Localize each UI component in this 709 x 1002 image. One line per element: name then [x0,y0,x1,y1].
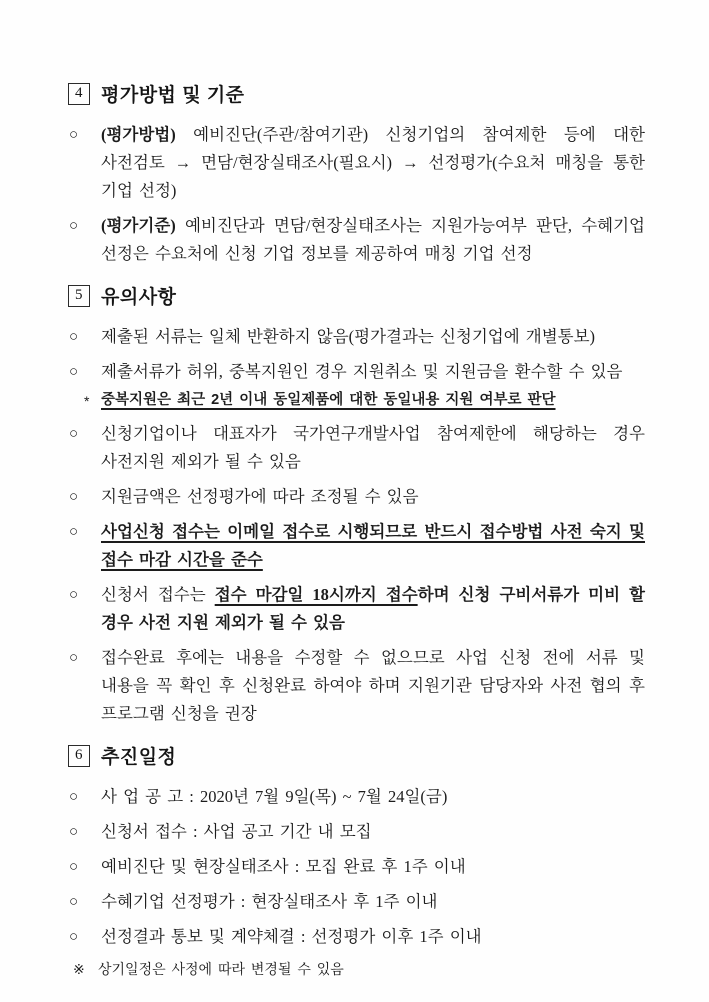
item-text [101,927,482,946]
item-text [101,822,372,841]
list-item [68,323,645,351]
circle-marker-icon: ○ [69,524,79,540]
text-segment: 신청서 접수는 [101,585,215,604]
section-4 [68,80,645,268]
circle-marker-icon: ○ [69,218,79,234]
section-title: 평가방법 및 기준 [101,85,245,106]
circle-marker-icon: ○ [69,859,79,875]
text-segment: 사 업 공 고 : 2020년 7월 9일(목) ~ 7월 24일(금) [101,787,448,806]
section-5 [68,282,645,728]
text-segment: 중복지원은 최근 2년 이내 동일제품에 대한 동일내용 지원 여부로 판단 [101,392,556,408]
text-segment: 수혜기업 선정평가 : 현장실태조사 후 1주 이내 [101,892,438,911]
item-text [101,585,645,632]
text-segment: 사업신청 접수는 이메일 접수로 시행되므로 반드시 접수방법 사전 숙지 및 접수 마감 시간을 준수 [101,522,645,569]
item-text [101,362,622,381]
text-segment: 접수완료 후에는 내용을 수정할 수 없으므로 사업 신청 전에 서류 및 내용을 꼭 확인 후 신청완료 하여야 하며 지원기관 담당자와 사전 협의 후 프로그램 신청을 권장 [101,648,645,723]
text-segment: 예비진단과 면담/현장실태조사는 지원가능여부 판단, 수혜기업 선정은 수요처에 신청 기업 정보를 제공하여 매칭 기업 선정 [101,216,645,263]
list-item [68,420,645,476]
list-item [68,923,645,951]
circle-marker-icon: ○ [69,650,79,666]
circle-marker-icon: ○ [69,329,79,345]
list-item [68,818,645,846]
reference-marker-icon: ※ [73,961,85,977]
text-segment: 신청기업이나 대표자가 국가연구개발사업 참여제한에 해당하는 경우 사전지원 제외가 될 수 있음 [101,424,645,471]
section-header [68,80,645,107]
text-segment: 하며 [417,585,459,604]
circle-marker-icon: ○ [69,894,79,910]
circle-marker-icon: ○ [69,364,79,380]
text-segment: 예비진단(주관/참여기관) 신청기업의 참여제한 등에 대한 사전검토 → 면담/현장실태조사(필요시) → 선정평가(수요처 매칭을 통한 기업 선정) [101,125,645,200]
circle-marker-icon: ○ [69,127,79,143]
text-segment: 상기일정은 사정에 따라 변경될 수 있음 [98,961,344,977]
section-number-box: 4 [68,83,90,105]
text-segment: (평가방법) [101,125,176,144]
list-item [68,121,645,205]
list-item [68,212,645,268]
list-item [68,358,645,386]
text-segment: 제출된 서류는 일체 반환하지 않음(평가결과는 신청기업에 개별통보) [101,327,596,346]
section-title: 유의사항 [101,287,177,308]
item-text [101,648,645,723]
text-segment: 신청 구비서류가 미비 할 경우 사전 지원 제외가 될 수 있음 [101,585,645,632]
text-segment: 선정결과 통보 및 계약체결 : 선정평가 이후 1주 이내 [101,927,482,946]
item-text [101,892,438,911]
item-text [101,125,645,200]
section-title: 추진일정 [101,747,177,768]
list-item [68,644,645,728]
item-text [98,961,344,977]
text-segment: 지원금액은 선정평가에 따라 조정될 수 있음 [101,487,419,506]
item-text [101,522,645,569]
section-6 [68,742,645,980]
list-item [68,888,645,916]
text-segment: 접수 마감일 18시까지 접수 [214,585,418,604]
item-text [101,392,556,408]
item-text [101,787,447,806]
text-segment: 신청서 접수 : 사업 공고 기간 내 모집 [101,822,372,841]
asterisk-marker-icon: * [84,393,90,409]
list-item [68,389,645,411]
section-number-box: 5 [68,285,90,307]
list-item [68,958,645,980]
circle-marker-icon: ○ [69,587,79,603]
section-header [68,742,645,769]
circle-marker-icon: ○ [69,489,79,505]
list-item [68,853,645,881]
item-text [101,216,645,263]
list-item [68,483,645,511]
circle-marker-icon: ○ [69,824,79,840]
text-segment: (평가기준) [101,216,176,235]
item-text [101,327,595,346]
item-text [101,424,645,471]
text-segment: 예비진단 및 현장실태조사 : 모집 완료 후 1주 이내 [101,857,466,876]
list-item [68,518,645,574]
item-text [101,857,466,876]
circle-marker-icon: ○ [69,789,79,805]
text-segment: 제출서류가 허위, 중복지원인 경우 지원취소 및 지원금을 환수할 수 있음 [101,362,623,381]
list-item [68,783,645,811]
item-text [101,487,419,506]
list-item [68,581,645,637]
circle-marker-icon: ○ [69,426,79,442]
section-header [68,282,645,309]
circle-marker-icon: ○ [69,929,79,945]
section-number-box: 6 [68,745,90,767]
